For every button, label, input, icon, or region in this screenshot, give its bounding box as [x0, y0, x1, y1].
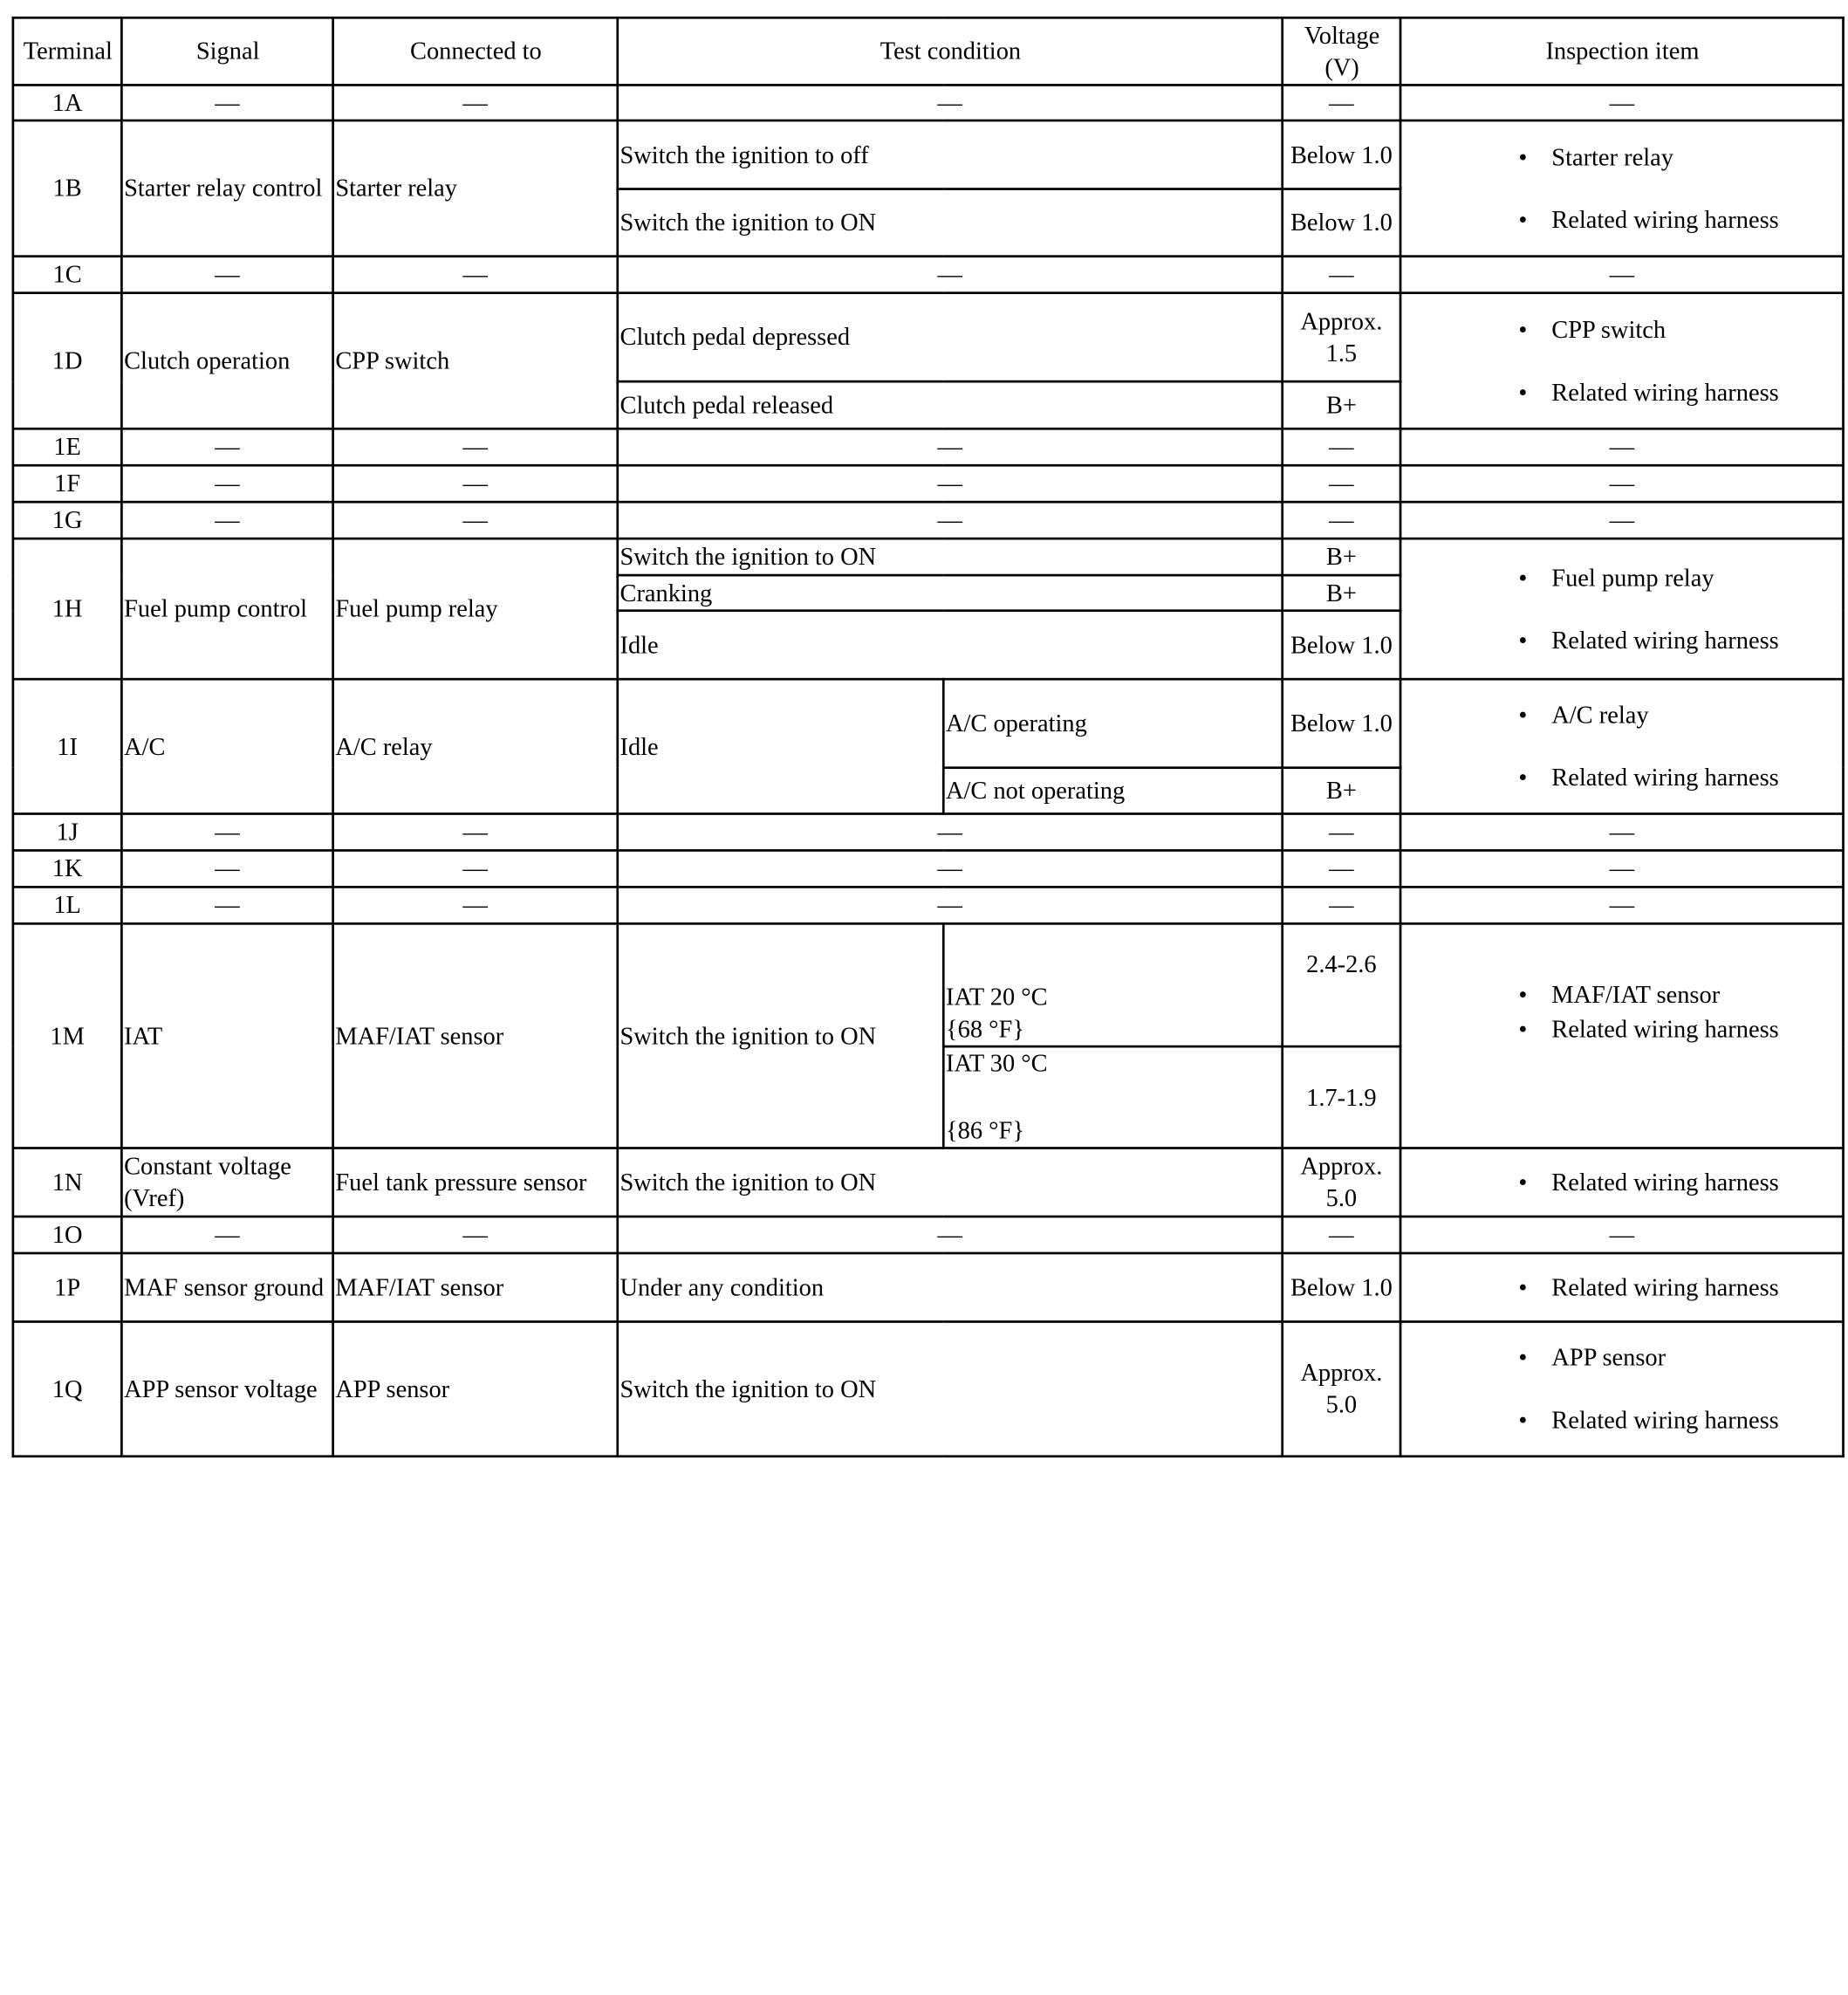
empty-cell: — — [121, 850, 332, 887]
empty-cell: — — [1283, 428, 1400, 465]
list-item: • Related wiring harness — [1518, 203, 1842, 236]
empty-cell: — — [618, 813, 1283, 850]
empty-cell: — — [1283, 257, 1400, 293]
list-item: • MAF/IAT sensor — [1518, 979, 1842, 1011]
voltage-cell: B+ — [1283, 538, 1400, 575]
empty-cell: — — [1400, 813, 1843, 850]
test-condition-cell: Switch the ignition to off — [618, 120, 1283, 189]
inspection-list — [1403, 562, 1842, 656]
terminal-cell: 1J — [13, 813, 122, 850]
empty-cell: — — [1400, 850, 1843, 887]
empty-cell: — — [1283, 502, 1400, 538]
empty-cell: — — [333, 428, 618, 465]
test-condition-cell: Switch the ignition to ON — [618, 189, 1283, 257]
inspection-list — [1403, 1272, 1842, 1304]
inspection-list — [1403, 313, 1842, 408]
signal-cell: APP sensor voltage — [121, 1321, 332, 1456]
voltage-cell: Approx. 5.0 — [1283, 1321, 1400, 1456]
list-item: • Related wiring harness — [1518, 1166, 1842, 1198]
empty-cell: — — [1283, 813, 1400, 850]
inspection-cell — [1400, 1321, 1843, 1456]
table-row — [13, 813, 1844, 850]
empty-cell: — — [1283, 850, 1400, 887]
list-item: • Starter relay — [1518, 141, 1842, 174]
terminal-cell: 1P — [13, 1253, 122, 1321]
test-condition-cell: Cranking — [618, 575, 1283, 611]
table-row — [13, 923, 1844, 1046]
inspection-cell — [1400, 1253, 1843, 1321]
terminal-cell: 1Q — [13, 1321, 122, 1456]
empty-cell: — — [618, 887, 1283, 923]
empty-cell: — — [121, 85, 332, 120]
terminal-cell: 1H — [13, 538, 122, 679]
list-item: • Fuel pump relay — [1518, 562, 1842, 594]
empty-cell: — — [121, 465, 332, 502]
sub-condition-line: IAT 20 °C — [945, 983, 1048, 1011]
voltage-cell: 1.7-1.9 — [1283, 1046, 1400, 1148]
list-item: • Related wiring harness — [1518, 1404, 1842, 1436]
voltage-cell: Below 1.0 — [1283, 189, 1400, 257]
voltage-cell: B+ — [1283, 768, 1400, 814]
empty-cell: — — [333, 850, 618, 887]
empty-cell: — — [333, 465, 618, 502]
voltage-cell: Approx. 5.0 — [1283, 1148, 1400, 1217]
terminal-cell: 1I — [13, 679, 122, 813]
header-terminal: Terminal — [13, 17, 122, 85]
test-condition-cell: Clutch pedal released — [618, 381, 1283, 428]
list-item: • Related wiring harness — [1518, 624, 1842, 656]
table-row — [13, 502, 1844, 538]
inspection-list — [1403, 141, 1842, 236]
signal-cell: Starter relay control — [121, 120, 332, 257]
empty-cell: — — [121, 257, 332, 293]
list-item: • APP sensor — [1518, 1341, 1842, 1374]
empty-cell: — — [121, 502, 332, 538]
table-row — [13, 428, 1844, 465]
inspection-cell — [1400, 923, 1843, 1148]
inspection-cell — [1400, 538, 1843, 679]
connected-to-cell: A/C relay — [333, 679, 618, 813]
table-row — [13, 1321, 1844, 1456]
voltage-cell: B+ — [1283, 381, 1400, 428]
empty-cell: — — [1283, 887, 1400, 923]
terminal-cell: 1L — [13, 887, 122, 923]
table-row — [13, 887, 1844, 923]
header-signal: Signal — [121, 17, 332, 85]
connected-to-cell: Starter relay — [333, 120, 618, 257]
voltage-cell: Below 1.0 — [1283, 1253, 1400, 1321]
test-condition-cell: Switch the ignition to ON — [618, 538, 1283, 575]
voltage-cell: Below 1.0 — [1283, 611, 1400, 679]
header-connected-to: Connected to — [333, 17, 618, 85]
signal-cell: Fuel pump control — [121, 538, 332, 679]
empty-cell: — — [333, 1217, 618, 1253]
table-row — [13, 538, 1844, 575]
empty-cell: — — [1283, 465, 1400, 502]
empty-cell: — — [333, 502, 618, 538]
inspection-list — [1403, 699, 1842, 793]
inspection-cell — [1400, 293, 1843, 429]
empty-cell: — — [1400, 465, 1843, 502]
table-row — [13, 1217, 1844, 1253]
terminal-cell: 1B — [13, 120, 122, 257]
voltage-cell: Below 1.0 — [1283, 679, 1400, 768]
sub-condition-cell: A/C not operating — [943, 768, 1282, 814]
inspection-list — [1403, 1166, 1842, 1198]
list-item: • CPP switch — [1518, 313, 1842, 346]
empty-cell: — — [618, 85, 1283, 120]
empty-cell: — — [1400, 257, 1843, 293]
list-item: • A/C relay — [1518, 699, 1842, 731]
empty-cell: — — [121, 887, 332, 923]
test-condition-cell: Idle — [618, 679, 944, 813]
header-voltage: Voltage (V) — [1283, 17, 1400, 85]
terminal-cell: 1K — [13, 850, 122, 887]
sub-condition-cell: A/C operating — [943, 679, 1282, 768]
terminal-cell: 1C — [13, 257, 122, 293]
connected-to-cell: APP sensor — [333, 1321, 618, 1456]
sub-condition-cell — [943, 1046, 1282, 1148]
table-row — [13, 850, 1844, 887]
terminal-cell: 1G — [13, 502, 122, 538]
empty-cell: — — [121, 428, 332, 465]
terminal-cell: 1A — [13, 85, 122, 120]
terminal-cell: 1F — [13, 465, 122, 502]
table-row — [13, 85, 1844, 120]
empty-cell: — — [121, 1217, 332, 1253]
empty-cell: — — [618, 465, 1283, 502]
empty-cell: — — [1400, 428, 1843, 465]
table-row — [13, 679, 1844, 768]
signal-cell: A/C — [121, 679, 332, 813]
signal-cell: Constant voltage (Vref) — [121, 1148, 332, 1217]
test-condition-cell: Switch the ignition to ON — [618, 1148, 1283, 1217]
connected-to-cell: Fuel tank pressure sensor — [333, 1148, 618, 1217]
list-item: • Related wiring harness — [1518, 376, 1842, 408]
inspection-cell — [1400, 679, 1843, 813]
table-row — [13, 257, 1844, 293]
connected-to-cell: Fuel pump relay — [333, 538, 618, 679]
table-row — [13, 465, 1844, 502]
empty-cell: — — [618, 257, 1283, 293]
connected-to-cell: MAF/IAT sensor — [333, 923, 618, 1148]
list-item: • Related wiring harness — [1518, 1272, 1842, 1304]
test-condition-cell: Idle — [618, 611, 1283, 679]
sub-condition-line: {68 °F} — [945, 1014, 1024, 1044]
inspection-list — [1403, 1341, 1842, 1436]
empty-cell: — — [1400, 887, 1843, 923]
signal-cell: Clutch operation — [121, 293, 332, 429]
sub-condition-line: {86 °F} — [945, 1115, 1024, 1145]
empty-cell: — — [333, 85, 618, 120]
table-row — [13, 120, 1844, 189]
empty-cell: — — [618, 428, 1283, 465]
signal-cell: MAF sensor ground — [121, 1253, 332, 1321]
header-inspection-item: Inspection item — [1400, 17, 1843, 85]
empty-cell: — — [333, 257, 618, 293]
test-condition-cell: Switch the ignition to ON — [618, 923, 944, 1148]
table-row — [13, 1148, 1844, 1217]
empty-cell: — — [1400, 1217, 1843, 1253]
table-row — [13, 293, 1844, 382]
test-condition-cell: Clutch pedal depressed — [618, 293, 1283, 382]
header-row — [13, 17, 1844, 85]
terminal-cell: 1N — [13, 1148, 122, 1217]
empty-cell: — — [618, 850, 1283, 887]
empty-cell: — — [1283, 85, 1400, 120]
empty-cell: — — [333, 887, 618, 923]
empty-cell: — — [333, 813, 618, 850]
inspection-list — [1403, 979, 1842, 1045]
terminal-cell: 1O — [13, 1217, 122, 1253]
empty-cell: — — [1283, 1217, 1400, 1253]
empty-cell: — — [618, 1217, 1283, 1253]
terminal-cell: 1E — [13, 428, 122, 465]
test-condition-cell: Switch the ignition to ON — [618, 1321, 1283, 1456]
connected-to-cell: CPP switch — [333, 293, 618, 429]
terminal-cell: 1D — [13, 293, 122, 429]
empty-cell: — — [1400, 85, 1843, 120]
signal-cell: IAT — [121, 923, 332, 1148]
empty-cell: — — [1400, 502, 1843, 538]
sub-condition-cell — [943, 923, 1282, 1046]
voltage-cell: Approx. 1.5 — [1283, 293, 1400, 382]
terminal-cell: 1M — [13, 923, 122, 1148]
inspection-cell — [1400, 1148, 1843, 1217]
empty-cell: — — [121, 813, 332, 850]
empty-cell: — — [618, 502, 1283, 538]
test-condition-cell: Under any condition — [618, 1253, 1283, 1321]
terminal-voltage-table — [12, 17, 1845, 1457]
voltage-cell: B+ — [1283, 575, 1400, 611]
voltage-cell: Below 1.0 — [1283, 120, 1400, 189]
voltage-cell: 2.4-2.6 — [1283, 923, 1400, 1046]
connected-to-cell: MAF/IAT sensor — [333, 1253, 618, 1321]
list-item: • Related wiring harness — [1518, 1013, 1842, 1045]
inspection-cell — [1400, 120, 1843, 257]
table-row — [13, 1253, 1844, 1321]
list-item: • Related wiring harness — [1518, 762, 1842, 794]
sub-condition-line: IAT 30 °C — [945, 1048, 1048, 1078]
header-test-condition: Test condition — [618, 17, 1283, 85]
